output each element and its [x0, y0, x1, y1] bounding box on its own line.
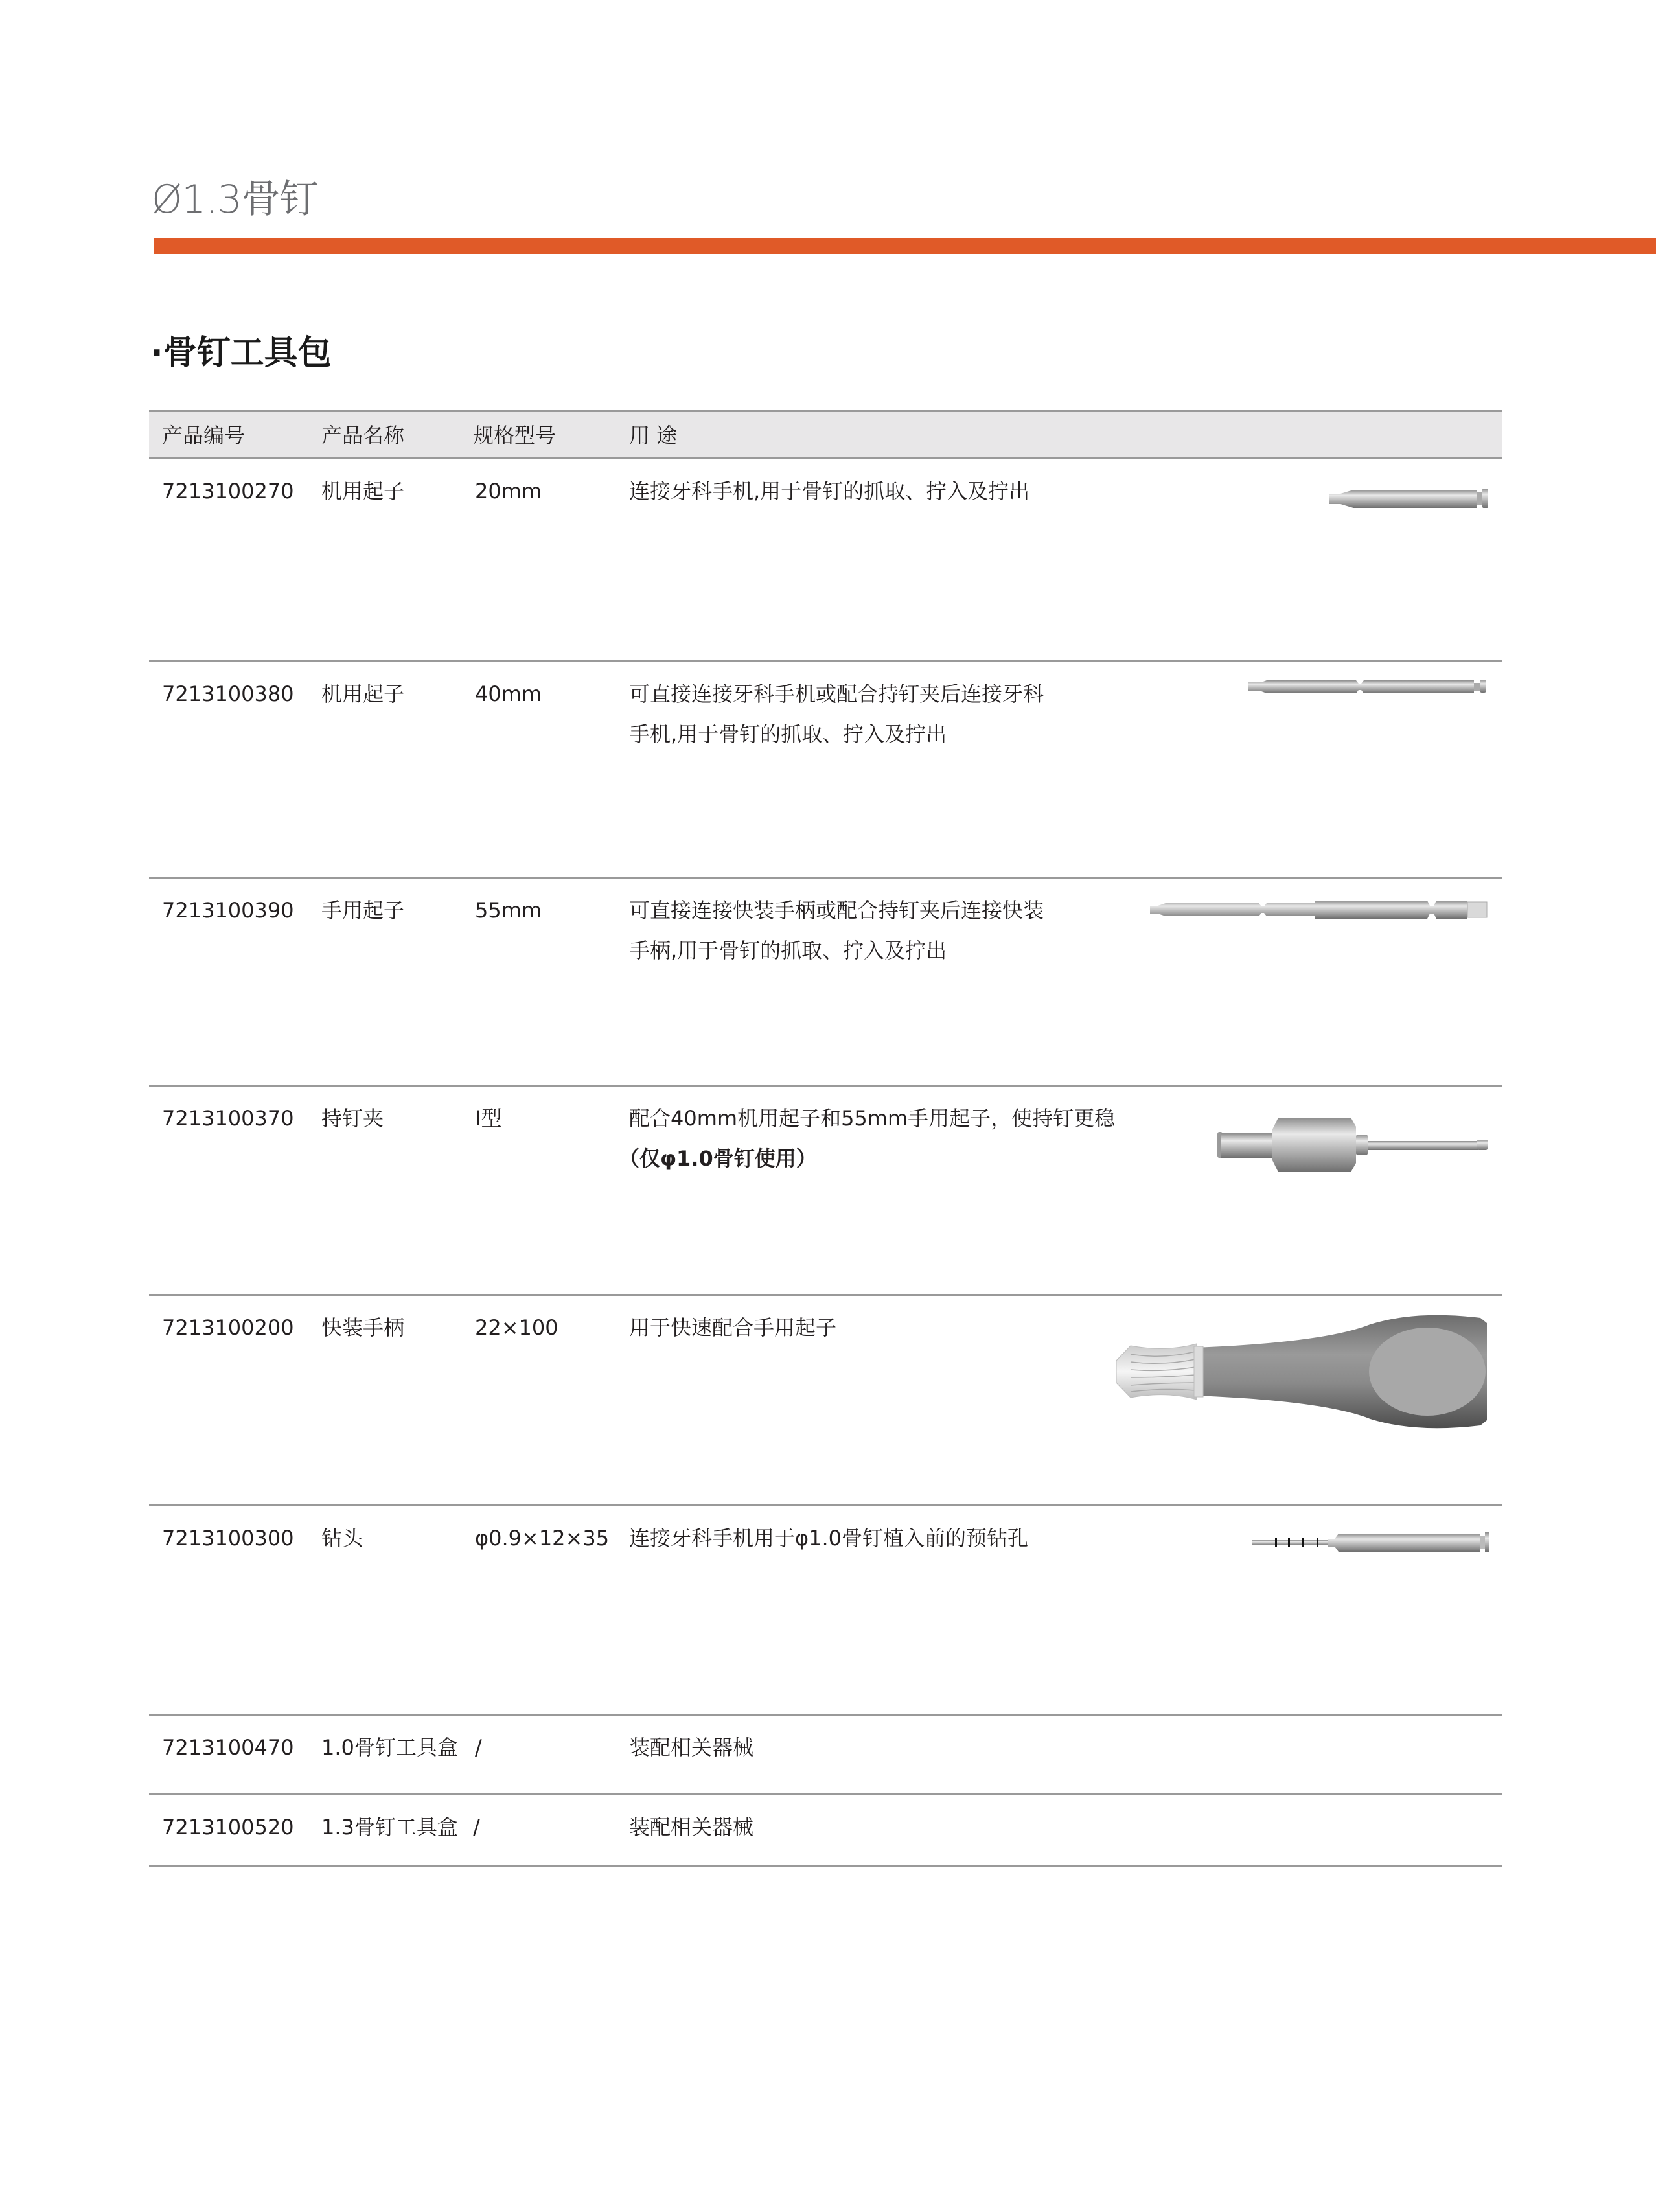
header-spec: 规格型号	[473, 423, 557, 448]
page-title: Ø1.3骨钉	[152, 177, 318, 222]
use-line: 装配相关器械	[629, 1815, 754, 1839]
product-use	[629, 471, 1134, 511]
product-use	[629, 1727, 1134, 1768]
use-line: 可直接连接快装手柄或配合持钉夹后连接快装	[629, 898, 1044, 923]
table-row	[149, 1087, 1502, 1296]
product-spec: φ0.9×12×35	[475, 1526, 610, 1550]
product-use	[629, 674, 1134, 754]
product-name: 机用起子	[321, 682, 405, 706]
use-line: 装配相关器械	[629, 1735, 754, 1760]
product-spec: 40mm	[475, 682, 542, 706]
product-use	[629, 1308, 1134, 1348]
table-row	[149, 662, 1502, 879]
product-code: 7213100370	[162, 1106, 294, 1131]
header-code: 产品编号	[162, 423, 246, 448]
product-use	[629, 1807, 1134, 1847]
table-row	[149, 1506, 1502, 1716]
product-spec: 20mm	[475, 479, 542, 503]
product-name: 持钉夹	[321, 1106, 384, 1131]
table-row	[149, 879, 1502, 1087]
product-spec: /	[475, 1735, 482, 1760]
product-name: 快装手柄	[321, 1315, 405, 1340]
product-code: 7213100270	[162, 479, 294, 503]
product-table	[149, 410, 1502, 1867]
use-line: 连接牙科手机用于φ1.0骨钉植入前的预钻孔	[629, 1526, 1029, 1550]
product-name: 钻头	[321, 1526, 363, 1550]
product-name: 手用起子	[321, 898, 405, 923]
use-line: 可直接连接牙科手机或配合持钉夹后连接牙科	[629, 682, 1044, 706]
product-code: 7213100200	[162, 1315, 294, 1340]
short-driver-bit-icon	[1328, 487, 1489, 511]
product-name: 1.0骨钉工具盒	[321, 1735, 458, 1760]
product-spec: Ⅰ型	[475, 1106, 502, 1131]
screw-holder-clamp-icon	[1215, 1112, 1493, 1177]
use-line: 配合40mm机用起子和55mm手用起子，使持钉更稳	[629, 1106, 1116, 1131]
use-line: 用于快速配合手用起子	[629, 1315, 837, 1340]
use-line: 连接牙科手机,用于骨钉的抓取、拧入及拧出	[629, 479, 1030, 503]
drill-bit-icon	[1250, 1531, 1490, 1554]
product-name: 机用起子	[321, 479, 405, 503]
table-row	[149, 1296, 1502, 1506]
table-row	[149, 1716, 1502, 1795]
product-code: 7213100390	[162, 898, 294, 923]
product-use	[629, 890, 1134, 971]
use-line: 手柄,用于骨钉的抓取、拧入及拧出	[629, 938, 947, 963]
long-driver-bit-icon	[1247, 677, 1489, 697]
section-title: ·骨钉工具包	[150, 334, 332, 373]
table-row	[149, 1795, 1502, 1867]
product-use	[619, 1098, 1212, 1179]
product-use	[629, 1518, 1134, 1558]
product-spec: 55mm	[475, 898, 542, 923]
product-spec: 22×100	[475, 1315, 558, 1340]
table-header	[149, 410, 1502, 459]
table-row	[149, 459, 1502, 662]
accent-divider	[154, 238, 1656, 254]
product-code: 7213100380	[162, 682, 294, 706]
quick-handle-icon	[1111, 1310, 1493, 1433]
product-name: 1.3骨钉工具盒	[321, 1815, 458, 1839]
product-spec: /	[473, 1815, 480, 1839]
product-code: 7213100470	[162, 1735, 294, 1760]
product-code: 7213100520	[162, 1815, 294, 1839]
product-code: 7213100300	[162, 1526, 294, 1550]
header-use: 用 途	[629, 423, 678, 448]
use-note-bold: （仅φ1.0骨钉使用）	[619, 1146, 817, 1171]
use-line: 手机,用于骨钉的抓取、拧入及拧出	[629, 722, 947, 746]
header-name: 产品名称	[321, 423, 405, 448]
hand-driver-bit-icon	[1149, 898, 1489, 921]
